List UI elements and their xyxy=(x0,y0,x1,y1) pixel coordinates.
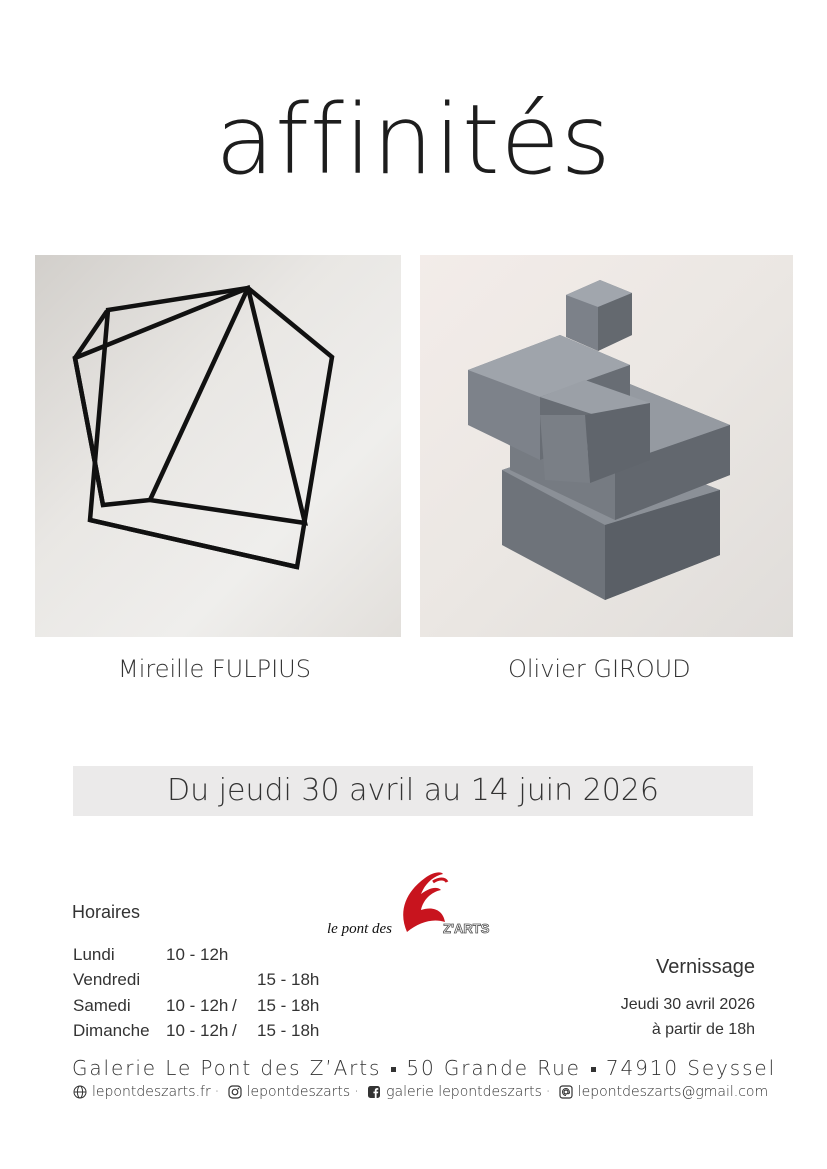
address-street: 50 Grande Rue xyxy=(406,1056,581,1080)
gallery-address xyxy=(72,1056,777,1080)
globe-icon xyxy=(73,1085,87,1099)
wire-sculpture-image xyxy=(35,255,401,637)
sculpture-photo-giroud xyxy=(420,255,793,637)
artist-name-right: Olivier GIROUD xyxy=(508,655,691,683)
hours-morning: 10 - 12h xyxy=(166,1021,229,1040)
hours-day: Lundi xyxy=(73,945,115,964)
vernissage-date: Jeudi 30 avril 2026 xyxy=(620,996,755,1013)
separator: · xyxy=(354,1084,359,1100)
hours-separator: / xyxy=(232,996,237,1015)
vernissage-time: à partir de 18h xyxy=(651,1021,755,1038)
website-link[interactable]: lepontdeszarts.fr xyxy=(92,1084,211,1100)
exhibition-title: affinités xyxy=(215,84,612,196)
address-venue: Galerie Le Pont des Z’Arts xyxy=(72,1056,382,1080)
facebook-link[interactable]: galerie lepontdeszarts xyxy=(386,1084,542,1100)
hours-day: Vendredi xyxy=(73,970,141,989)
logo-text-right: Z'ARTS xyxy=(443,921,490,936)
sculpture-photo-fulpius xyxy=(35,255,401,637)
facebook-icon xyxy=(367,1085,381,1099)
hours-separator: / xyxy=(232,1021,237,1040)
contact-line xyxy=(73,1084,768,1100)
hours-afternoon: 15 - 18h xyxy=(257,1021,320,1040)
block-sculpture-image xyxy=(420,255,793,637)
logo-swoosh-icon xyxy=(325,866,505,950)
bullet-icon xyxy=(391,1067,396,1072)
hours-morning: 10 - 12h xyxy=(166,945,229,964)
hours-afternoon: 15 - 18h xyxy=(257,996,320,1015)
exhibition-dates: Du jeudi 30 avril au 14 juin 2026 xyxy=(73,766,753,816)
email-icon xyxy=(559,1085,573,1099)
hours-afternoon: 15 - 18h xyxy=(257,970,320,989)
address-city: 74910 Seyssel xyxy=(605,1056,777,1080)
instagram-link[interactable]: lepontdeszarts xyxy=(246,1084,351,1100)
vernissage-heading: Vernissage xyxy=(656,956,755,978)
email-link[interactable]: lepontdeszarts@gmail.com xyxy=(577,1084,769,1100)
instagram-icon xyxy=(228,1085,242,1099)
separator: · xyxy=(214,1084,220,1100)
bullet-icon xyxy=(591,1067,596,1072)
hours-heading: Horaires xyxy=(72,902,141,922)
logo-text-left: le pont des xyxy=(327,921,392,937)
hours-morning: 10 - 12h xyxy=(166,996,229,1015)
hours-day: Samedi xyxy=(73,996,131,1015)
artist-name-left: Mireille FULPIUS xyxy=(118,655,311,683)
hours-day: Dimanche xyxy=(73,1021,150,1040)
separator: · xyxy=(545,1084,551,1100)
gallery-logo xyxy=(325,866,505,950)
